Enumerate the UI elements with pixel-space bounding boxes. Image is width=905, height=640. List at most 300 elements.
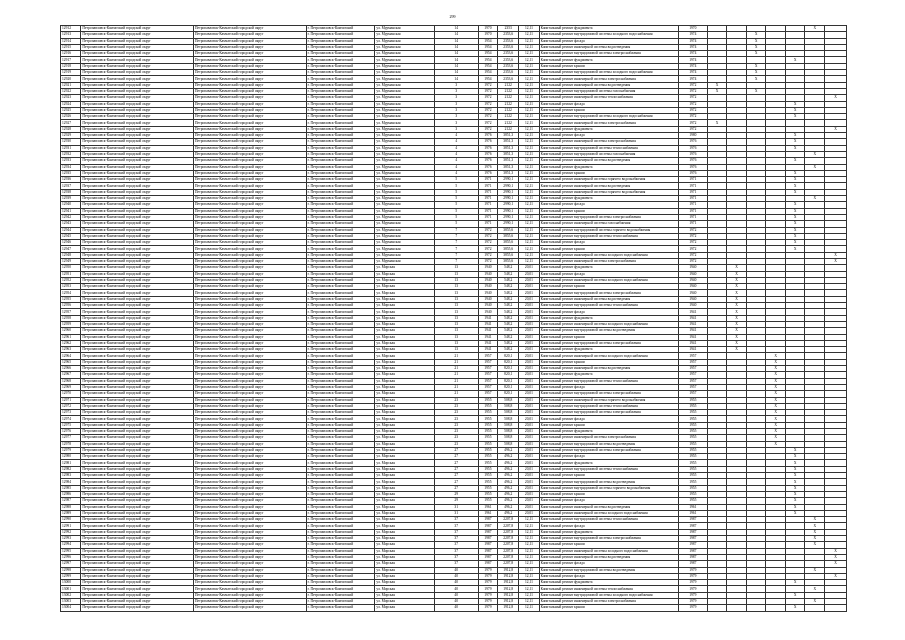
- cell-year: 1971: [478, 177, 498, 183]
- cell-area: 548,2: [498, 334, 519, 340]
- cell-municipality: Петропавловск-Камчатский городской округ: [81, 498, 194, 504]
- cell-m1: [707, 605, 727, 611]
- cell-street: ул. Морская: [375, 384, 434, 390]
- cell-plan_year: 1955: [678, 479, 707, 485]
- cell-area: 3851,3: [498, 145, 519, 151]
- cell-settlement_district: Петропавловск-Камчатский городской округ: [193, 315, 306, 321]
- cell-area: 2122: [498, 88, 519, 94]
- cell-work_type: Капитальный ремонт внутридомовой системы газоснабжения: [539, 151, 678, 157]
- cell-num: 12990: [61, 517, 81, 523]
- cell-num: 12998: [61, 567, 81, 573]
- cell-street: ул. Морская: [375, 567, 434, 573]
- cell-plan_year: 1955: [678, 485, 707, 491]
- cell-work_type: Капитальный ремонт крыши: [539, 359, 678, 365]
- cell-num: 12937: [61, 183, 81, 189]
- cell-settlement_district: Петропавловск-Камчатский городской округ: [193, 82, 306, 88]
- cell-num: 12955: [61, 296, 81, 302]
- cell-house: 27: [434, 454, 478, 460]
- cell-street: ул. Морская: [375, 435, 434, 441]
- cell-municipality: Петропавловск-Камчатский городской округ: [81, 340, 194, 346]
- cell-num: 12972: [61, 403, 81, 409]
- cell-area: 3855,6: [498, 246, 519, 252]
- cell-street: ул. Мурманская: [375, 208, 434, 214]
- cell-settlement_district: Петропавловск-Камчатский городской округ: [193, 460, 306, 466]
- cell-city: г. Петропавловск-Камчатский: [306, 214, 375, 220]
- cell-area: 548,2: [498, 328, 519, 334]
- cell-house: 5: [434, 221, 478, 227]
- cell-settlement_district: Петропавловск-Камчатский городской округ: [193, 133, 306, 139]
- cell-area: 820,1: [498, 366, 519, 372]
- cell-work_type: Капитальный ремонт инженерной системы теплоснабжения: [539, 95, 678, 101]
- cell-m5: X: [785, 491, 805, 497]
- cell-settlement_district: Петропавловск-Камчатский городской округ: [193, 454, 306, 460]
- cell-street: ул. Морская: [375, 315, 434, 321]
- cell-municipality: Петропавловск-Камчатский городской округ: [81, 384, 194, 390]
- cell-num: 12948: [61, 252, 81, 258]
- cell-area: 3855,6: [498, 233, 519, 239]
- cell-num: 13004: [61, 605, 81, 611]
- cell-year: 1957: [478, 372, 498, 378]
- cell-year: 1972: [478, 233, 498, 239]
- cell-plan_year: 1974: [678, 44, 707, 50]
- cell-municipality: Петропавловск-Камчатский городской округ: [81, 491, 194, 497]
- cell-area: 2122: [498, 95, 519, 101]
- cell-house: 37: [434, 517, 478, 523]
- cell-house: 7: [434, 252, 478, 258]
- cell-m2: X: [727, 284, 747, 290]
- cell-house: 23: [434, 422, 478, 428]
- cell-year: 1955: [478, 491, 498, 497]
- cell-street: ул. Мурманская: [375, 258, 434, 264]
- cell-m3: X: [746, 32, 766, 38]
- cell-street: ул. Мурманская: [375, 196, 434, 202]
- cell-num: 13001: [61, 586, 81, 592]
- cell-municipality: Петропавловск-Камчатский городской округ: [81, 529, 194, 535]
- cell-plan_year: 1971: [678, 214, 707, 220]
- cell-m4: X: [766, 366, 786, 372]
- cell-municipality: Петропавловск-Камчатский городской округ: [81, 164, 194, 170]
- cell-street: ул. Морская: [375, 391, 434, 397]
- cell-house: 27: [434, 447, 478, 453]
- cell-m7: X: [825, 573, 847, 579]
- cell-cost: 12,11: [519, 573, 539, 579]
- cell-city: г. Петропавловск-Камчатский: [306, 51, 375, 57]
- cell-cost: 12,11: [519, 32, 539, 38]
- cell-street: ул. Мурманская: [375, 76, 434, 82]
- cell-num: 12919: [61, 70, 81, 76]
- cell-settlement_district: Петропавловск-Камчатский городской округ: [193, 378, 306, 384]
- cell-city: г. Петропавловск-Камчатский: [306, 120, 375, 126]
- cell-m7: [825, 605, 847, 611]
- cell-settlement_district: Петропавловск-Камчатский городской округ: [193, 548, 306, 554]
- cell-area: 2122: [498, 101, 519, 107]
- cell-year: 1972: [478, 101, 498, 107]
- cell-city: г. Петропавловск-Камчатский: [306, 554, 375, 560]
- cell-street: ул. Морская: [375, 303, 434, 309]
- cell-settlement_district: Петропавловск-Камчатский городской округ: [193, 410, 306, 416]
- cell-num: 12936: [61, 177, 81, 183]
- cell-year: 1941: [478, 315, 498, 321]
- cell-plan_year: 1987: [678, 523, 707, 529]
- cell-num: 12956: [61, 303, 81, 309]
- cell-plan_year: 1955: [678, 473, 707, 479]
- cell-settlement_district: Петропавловск-Камчатский городской округ: [193, 196, 306, 202]
- cell-plan_year: 1955: [678, 491, 707, 497]
- cell-house: 13: [434, 347, 478, 353]
- cell-year: 1941: [478, 328, 498, 334]
- cell-num: 12939: [61, 196, 81, 202]
- cell-plan_year: 1957: [678, 384, 707, 390]
- cell-area: 2353,6: [498, 44, 519, 50]
- cell-m6: X: [805, 151, 825, 157]
- cell-area: 820,1: [498, 384, 519, 390]
- cell-cost: 20,01: [519, 454, 539, 460]
- cell-work_type: Капитальный ремонт фасада: [539, 384, 678, 390]
- cell-house: 23: [434, 403, 478, 409]
- cell-settlement_district: Петропавловск-Камчатский городской округ: [193, 491, 306, 497]
- cell-area: 2990,1: [498, 196, 519, 202]
- cell-year: 1957: [478, 378, 498, 384]
- cell-municipality: Петропавловск-Камчатский городской округ: [81, 441, 194, 447]
- cell-work_type: Капитальный ремонт фундамента: [539, 347, 678, 353]
- cell-m4: X: [766, 359, 786, 365]
- cell-year: 1972: [478, 95, 498, 101]
- cell-work_type: Капитальный ремонт инженерной системы теплоснабжения: [539, 586, 678, 592]
- cell-plan_year: 1955: [678, 410, 707, 416]
- cell-settlement_district: Петропавловск-Камчатский городской округ: [193, 441, 306, 447]
- cell-area: 548,2: [498, 347, 519, 353]
- cell-plan_year: 1979: [678, 586, 707, 592]
- cell-area: 2207,8: [498, 548, 519, 554]
- cell-m5: X: [785, 170, 805, 176]
- cell-area: 508,8: [498, 403, 519, 409]
- cell-work_type: Капитальный ремонт внутридомовой системы теплоснабжения: [539, 466, 678, 472]
- cell-settlement_district: Петропавловск-Камчатский городской округ: [193, 567, 306, 573]
- cell-street: ул. Морская: [375, 529, 434, 535]
- cell-street: ул. Морская: [375, 441, 434, 447]
- cell-work_type: Капитальный ремонт инженерной системы водоотведения: [539, 504, 678, 510]
- cell-year: 1954: [478, 44, 498, 50]
- cell-area: 2207,8: [498, 523, 519, 529]
- cell-area: 2207,8: [498, 554, 519, 560]
- cell-municipality: Петропавловск-Камчатский городской округ: [81, 548, 194, 554]
- cell-area: 2353,6: [498, 70, 519, 76]
- cell-house: 14: [434, 26, 478, 32]
- cell-cost: 20,01: [519, 466, 539, 472]
- cell-cost: 12,11: [519, 88, 539, 94]
- cell-plan_year: 1987: [678, 517, 707, 523]
- cell-num: 12965: [61, 359, 81, 365]
- cell-cost: 12,11: [519, 202, 539, 208]
- cell-m3: X: [746, 44, 766, 50]
- cell-settlement_district: Петропавловск-Камчатский городской округ: [193, 529, 306, 535]
- cell-settlement_district: Петропавловск-Камчатский городской округ: [193, 164, 306, 170]
- cell-city: г. Петропавловск-Камчатский: [306, 359, 375, 365]
- cell-plan_year: 1955: [678, 416, 707, 422]
- cell-municipality: Петропавловск-Камчатский городской округ: [81, 120, 194, 126]
- cell-municipality: Петропавловск-Камчатский городской округ: [81, 561, 194, 567]
- cell-city: г. Петропавловск-Камчатский: [306, 208, 375, 214]
- cell-work_type: Капитальный ремонт крыши: [539, 605, 678, 611]
- cell-municipality: Петропавловск-Камчатский городской округ: [81, 460, 194, 466]
- cell-plan_year: 1972: [678, 258, 707, 264]
- cell-cost: 12,11: [519, 542, 539, 548]
- cell-work_type: Капитальный ремонт крыши: [539, 208, 678, 214]
- cell-year: 1955: [478, 397, 498, 403]
- cell-m2: X: [727, 321, 747, 327]
- cell-cost: 20,01: [519, 435, 539, 441]
- cell-city: г. Петропавловск-Камчатский: [306, 202, 375, 208]
- cell-year: 1955: [478, 466, 498, 472]
- cell-cost: 20,01: [519, 277, 539, 283]
- cell-settlement_district: Петропавловск-Камчатский городской округ: [193, 592, 306, 598]
- cell-house: 29: [434, 491, 478, 497]
- cell-num: 12914: [61, 38, 81, 44]
- cell-num: 12928: [61, 126, 81, 132]
- cell-area: 2990,1: [498, 183, 519, 189]
- cell-city: г. Петропавловск-Камчатский: [306, 454, 375, 460]
- cell-work_type: Капитальный ремонт внутридомовой системы электроснабжения: [539, 340, 678, 346]
- cell-year: 1970: [478, 26, 498, 32]
- cell-settlement_district: Петропавловск-Камчатский городской округ: [193, 101, 306, 107]
- cell-city: г. Петропавловск-Камчатский: [306, 529, 375, 535]
- cell-area: 2990,1: [498, 177, 519, 183]
- cell-house: 27: [434, 460, 478, 466]
- cell-m5: X: [785, 214, 805, 220]
- cell-municipality: Петропавловск-Камчатский городской округ: [81, 214, 194, 220]
- cell-house: 37: [434, 536, 478, 542]
- cell-work_type: Капитальный ремонт внутридомовой системы водоотведения: [539, 441, 678, 447]
- cell-city: г. Петропавловск-Камчатский: [306, 145, 375, 151]
- cell-year: 1940: [478, 309, 498, 315]
- cell-area: 496,2: [498, 504, 519, 510]
- cell-cost: 12,11: [519, 240, 539, 246]
- cell-plan_year: 1957: [678, 372, 707, 378]
- cell-area: 496,2: [498, 466, 519, 472]
- cell-m6: X: [805, 164, 825, 170]
- cell-area: 820,1: [498, 359, 519, 365]
- cell-municipality: Петропавловск-Камчатский городской округ: [81, 328, 194, 334]
- cell-settlement_district: Петропавловск-Камчатский городской округ: [193, 303, 306, 309]
- cell-municipality: Петропавловск-Камчатский городской округ: [81, 372, 194, 378]
- cell-street: ул. Морская: [375, 397, 434, 403]
- cell-house: 29: [434, 498, 478, 504]
- cell-work_type: Капитальный ремонт крыши: [539, 284, 678, 290]
- cell-area: 3851,3: [498, 139, 519, 145]
- cell-num: 12975: [61, 422, 81, 428]
- cell-street: ул. Мурманская: [375, 145, 434, 151]
- cell-city: г. Петропавловск-Камчатский: [306, 435, 375, 441]
- cell-m7: X: [825, 258, 847, 264]
- cell-area: 3851,3: [498, 151, 519, 157]
- cell-work_type: Капитальный ремонт фундамента: [539, 529, 678, 535]
- cell-m4: X: [766, 353, 786, 359]
- cell-year: 1957: [478, 384, 498, 390]
- cell-street: ул. Морская: [375, 447, 434, 453]
- cell-municipality: Петропавловск-Камчатский городской округ: [81, 202, 194, 208]
- cell-num: 12932: [61, 151, 81, 157]
- cell-municipality: Петропавловск-Камчатский городской округ: [81, 429, 194, 435]
- cell-num: 12913: [61, 32, 81, 38]
- cell-city: г. Петропавловск-Камчатский: [306, 296, 375, 302]
- cell-settlement_district: Петропавловск-Камчатский городской округ: [193, 479, 306, 485]
- cell-city: г. Петропавловск-Камчатский: [306, 246, 375, 252]
- cell-house: 5: [434, 214, 478, 220]
- cell-municipality: Петропавловск-Камчатский городской округ: [81, 189, 194, 195]
- cell-house: 7: [434, 240, 478, 246]
- cell-city: г. Петропавловск-Камчатский: [306, 233, 375, 239]
- cell-street: ул. Морская: [375, 573, 434, 579]
- cell-house: 21: [434, 353, 478, 359]
- cell-house: 14: [434, 70, 478, 76]
- cell-settlement_district: Петропавловск-Камчатский городской округ: [193, 88, 306, 94]
- cell-house: 13: [434, 284, 478, 290]
- cell-cost: 20,01: [519, 504, 539, 510]
- cell-m6: X: [805, 567, 825, 573]
- cell-year: 1955: [478, 460, 498, 466]
- cell-m5: X: [785, 114, 805, 120]
- cell-year: 1955: [478, 435, 498, 441]
- cell-settlement_district: Петропавловск-Камчатский городской округ: [193, 57, 306, 63]
- cell-municipality: Петропавловск-Камчатский городской округ: [81, 592, 194, 598]
- cell-house: 3: [434, 88, 478, 94]
- cell-plan_year: 1957: [678, 359, 707, 365]
- cell-work_type: Капитальный ремонт крыши: [539, 422, 678, 428]
- cell-settlement_district: Петропавловск-Камчатский городской округ: [193, 580, 306, 586]
- cell-settlement_district: Петропавловск-Камчатский городской округ: [193, 309, 306, 315]
- cell-area: 2122: [498, 114, 519, 120]
- cell-city: г. Петропавловск-Камчатский: [306, 536, 375, 542]
- cell-area: 548,2: [498, 340, 519, 346]
- cell-num: 12921: [61, 82, 81, 88]
- cell-year: 1940: [478, 271, 498, 277]
- cell-street: ул. Морская: [375, 328, 434, 334]
- cell-area: 2122: [498, 107, 519, 113]
- cell-year: 1976: [478, 170, 498, 176]
- cell-plan_year: 1979: [678, 592, 707, 598]
- cell-settlement_district: Петропавловск-Камчатский городской округ: [193, 397, 306, 403]
- cell-num: 12942: [61, 214, 81, 220]
- cell-num: 12981: [61, 460, 81, 466]
- cell-street: ул. Морская: [375, 523, 434, 529]
- cell-street: ул. Мурманская: [375, 246, 434, 252]
- cell-cost: 20,01: [519, 498, 539, 504]
- cell-settlement_district: Петропавловск-Камчатский городской округ: [193, 517, 306, 523]
- cell-work_type: Капитальный ремонт инженерной системы электроснабжения: [539, 258, 678, 264]
- cell-area: 3855,6: [498, 240, 519, 246]
- cell-work_type: Капитальный ремонт инженерной системы электроснабжения: [539, 139, 678, 145]
- cell-settlement_district: Петропавловск-Камчатский городской округ: [193, 447, 306, 453]
- cell-area: 2353: [498, 26, 519, 32]
- cell-plan_year: 1940: [678, 290, 707, 296]
- cell-num: 12962: [61, 340, 81, 346]
- cell-work_type: Капитальный ремонт инженерной системы горячего водоснабжения: [539, 397, 678, 403]
- cell-street: ул. Морская: [375, 460, 434, 466]
- cell-cost: 12,11: [519, 82, 539, 88]
- cell-work_type: Капитальный ремонт фундамента: [539, 57, 678, 63]
- cell-num: 12930: [61, 139, 81, 145]
- cell-num: 12949: [61, 258, 81, 264]
- cell-year: 1954: [478, 57, 498, 63]
- cell-house: 13: [434, 328, 478, 334]
- cell-city: г. Петропавловск-Камчатский: [306, 177, 375, 183]
- cell-work_type: Капитальный ремонт фасада: [539, 523, 678, 529]
- cell-area: 2122: [498, 126, 519, 132]
- cell-street: ул. Мурманская: [375, 101, 434, 107]
- cell-area: 548,2: [498, 271, 519, 277]
- cell-city: г. Петропавловск-Камчатский: [306, 460, 375, 466]
- cell-cost: 20,01: [519, 347, 539, 353]
- cell-settlement_district: Петропавловск-Камчатский городской округ: [193, 296, 306, 302]
- cell-settlement_district: Петропавловск-Камчатский городской округ: [193, 202, 306, 208]
- cell-num: 12985: [61, 485, 81, 491]
- cell-area: 2207,8: [498, 529, 519, 535]
- cell-street: ул. Мурманская: [375, 164, 434, 170]
- cell-settlement_district: Петропавловск-Камчатский городской округ: [193, 120, 306, 126]
- cell-city: г. Петропавловск-Камчатский: [306, 158, 375, 164]
- cell-plan_year: 1940: [678, 303, 707, 309]
- cell-num: 12933: [61, 158, 81, 164]
- cell-cost: 20,01: [519, 265, 539, 271]
- cell-street: ул. Мурманская: [375, 177, 434, 183]
- cell-work_type: Капитальный ремонт внутридомовой системы электроснабжения: [539, 447, 678, 453]
- cell-work_type: Капитальный ремонт фундамента: [539, 372, 678, 378]
- cell-street: ул. Морская: [375, 372, 434, 378]
- cell-city: г. Петропавловск-Камчатский: [306, 126, 375, 132]
- cell-plan_year: 1976: [678, 158, 707, 164]
- cell-settlement_district: Петропавловск-Камчатский городской округ: [193, 429, 306, 435]
- cell-year: 1976: [478, 164, 498, 170]
- cell-year: 1987: [478, 536, 498, 542]
- cell-plan_year: 1970: [678, 26, 707, 32]
- cell-street: ул. Морская: [375, 536, 434, 542]
- cell-year: 1970: [478, 32, 498, 38]
- cell-municipality: Петропавловск-Камчатский городской округ: [81, 403, 194, 409]
- cell-cost: 12,11: [519, 189, 539, 195]
- cell-municipality: Петропавловск-Камчатский городской округ: [81, 479, 194, 485]
- cell-plan_year: 1955: [678, 466, 707, 472]
- cell-city: г. Петропавловск-Камчатский: [306, 57, 375, 63]
- cell-house: 21: [434, 366, 478, 372]
- cell-municipality: Петропавловск-Камчатский городской округ: [81, 296, 194, 302]
- cell-work_type: Капитальный ремонт внутридомовой системы водоотведения: [539, 479, 678, 485]
- cell-year: 1957: [478, 353, 498, 359]
- cell-city: г. Петропавловск-Камчатский: [306, 340, 375, 346]
- cell-cost: 12,11: [519, 114, 539, 120]
- cell-house: 37: [434, 554, 478, 560]
- cell-plan_year: 1941: [678, 309, 707, 315]
- cell-municipality: Петропавловск-Камчатский городской округ: [81, 378, 194, 384]
- cell-plan_year: 1955: [678, 422, 707, 428]
- cell-year: 1972: [478, 126, 498, 132]
- cell-m5: X: [785, 592, 805, 598]
- cell-area: 2207,8: [498, 536, 519, 542]
- cell-year: 1955: [478, 441, 498, 447]
- cell-settlement_district: Петропавловск-Камчатский городской округ: [193, 391, 306, 397]
- cell-plan_year: 1941: [678, 347, 707, 353]
- cell-year: 1955: [478, 422, 498, 428]
- cell-num: 12984: [61, 479, 81, 485]
- cell-house: 13: [434, 340, 478, 346]
- cell-house: 13: [434, 290, 478, 296]
- cell-work_type: Капитальный ремонт внутридомовой системы теплоснабжения: [539, 378, 678, 384]
- cell-work_type: Капитальный ремонт фасада: [539, 309, 678, 315]
- cell-city: г. Петропавловск-Камчатский: [306, 170, 375, 176]
- cell-house: 13: [434, 321, 478, 327]
- cell-num: 12996: [61, 554, 81, 560]
- cell-plan_year: 1940: [678, 271, 707, 277]
- cell-city: г. Петропавловск-Камчатский: [306, 542, 375, 548]
